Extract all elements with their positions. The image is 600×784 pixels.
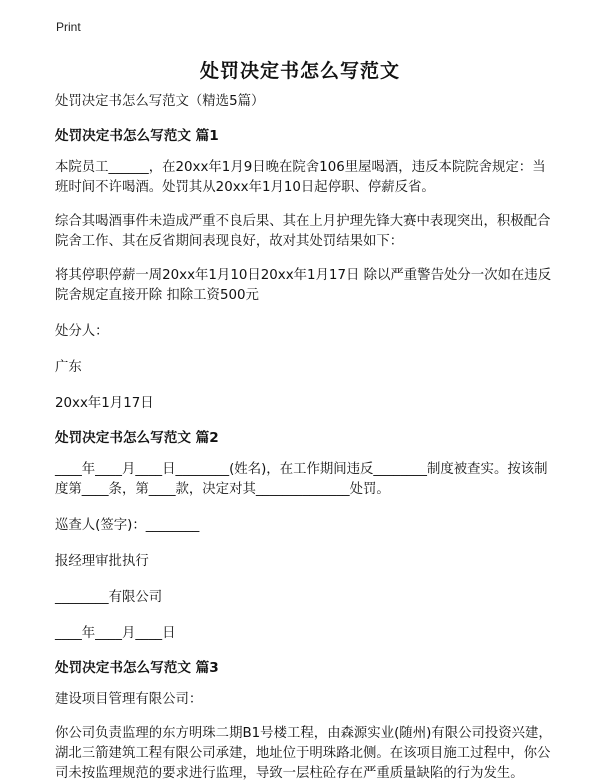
section-3-addressee: 建设项目管理有限公司： xyxy=(55,692,203,707)
section-1-paragraph: 本院员工______，在20xx年1月9日晚在院舍106里屋喝酒，违反本院院舍规定：当班时间不许喝酒。处罚其从20xx年1月10日起停职、停薪反省。 xyxy=(55,160,546,195)
section-2-paragraph: ____年____月____日________(姓名)，在工作期间违反________制度被查实。按该制度第____条，第____款，决定对其______________处罚。 xyxy=(55,462,548,497)
section-1-signer-label: 处分人： xyxy=(55,324,109,339)
section-2-date-line: ____年____月____日 xyxy=(55,626,176,641)
section-2-heading: 处罚决定书怎么写范文 篇2 xyxy=(55,430,219,446)
section-1-paragraph: 将其停职停薪一周20xx年1月10日20xx年1月17日 除以严重警告处分一次如在违反院舍规定直接开除 扣除工资500元 xyxy=(55,268,552,303)
document-subtitle: 处罚决定书怎么写范文（精选5篇） xyxy=(55,94,265,109)
section-1-date: 20xx年1月17日 xyxy=(55,396,154,411)
document-title: 处罚决定书怎么写范文 xyxy=(199,60,400,82)
document-body xyxy=(55,92,555,784)
section-3-heading: 处罚决定书怎么写范文 篇3 xyxy=(55,660,219,676)
section-1-heading: 处罚决定书怎么写范文 篇1 xyxy=(55,128,219,144)
section-2-inspector-line: 巡查人(签字)：________ xyxy=(55,518,200,533)
section-3-paragraph: 你公司负责监理的东方明珠二期B1号楼工程，由森源实业(随州)有限公司投资兴建，湖北三箭建筑工程有限公司承建，地址位于明珠路北侧。在该项目施工过程中，你公司未按监理规范的要求进行监理，导致一层柱砼存在严重质量缺陷的行为发生。 xyxy=(55,726,552,781)
section-2-company-line: ________有限公司 xyxy=(55,590,163,605)
print-link[interactable]: Print xyxy=(56,20,81,34)
section-2-approval-line: 报经理审批执行 xyxy=(55,554,149,569)
section-1-paragraph: 综合其喝酒事件未造成严重不良后果、其在上月护理先锋大赛中表现突出，积极配合院舍工作、其在反省期间表现良好，故对其处罚结果如下： xyxy=(55,214,551,249)
section-1-location: 广东 xyxy=(55,360,82,375)
